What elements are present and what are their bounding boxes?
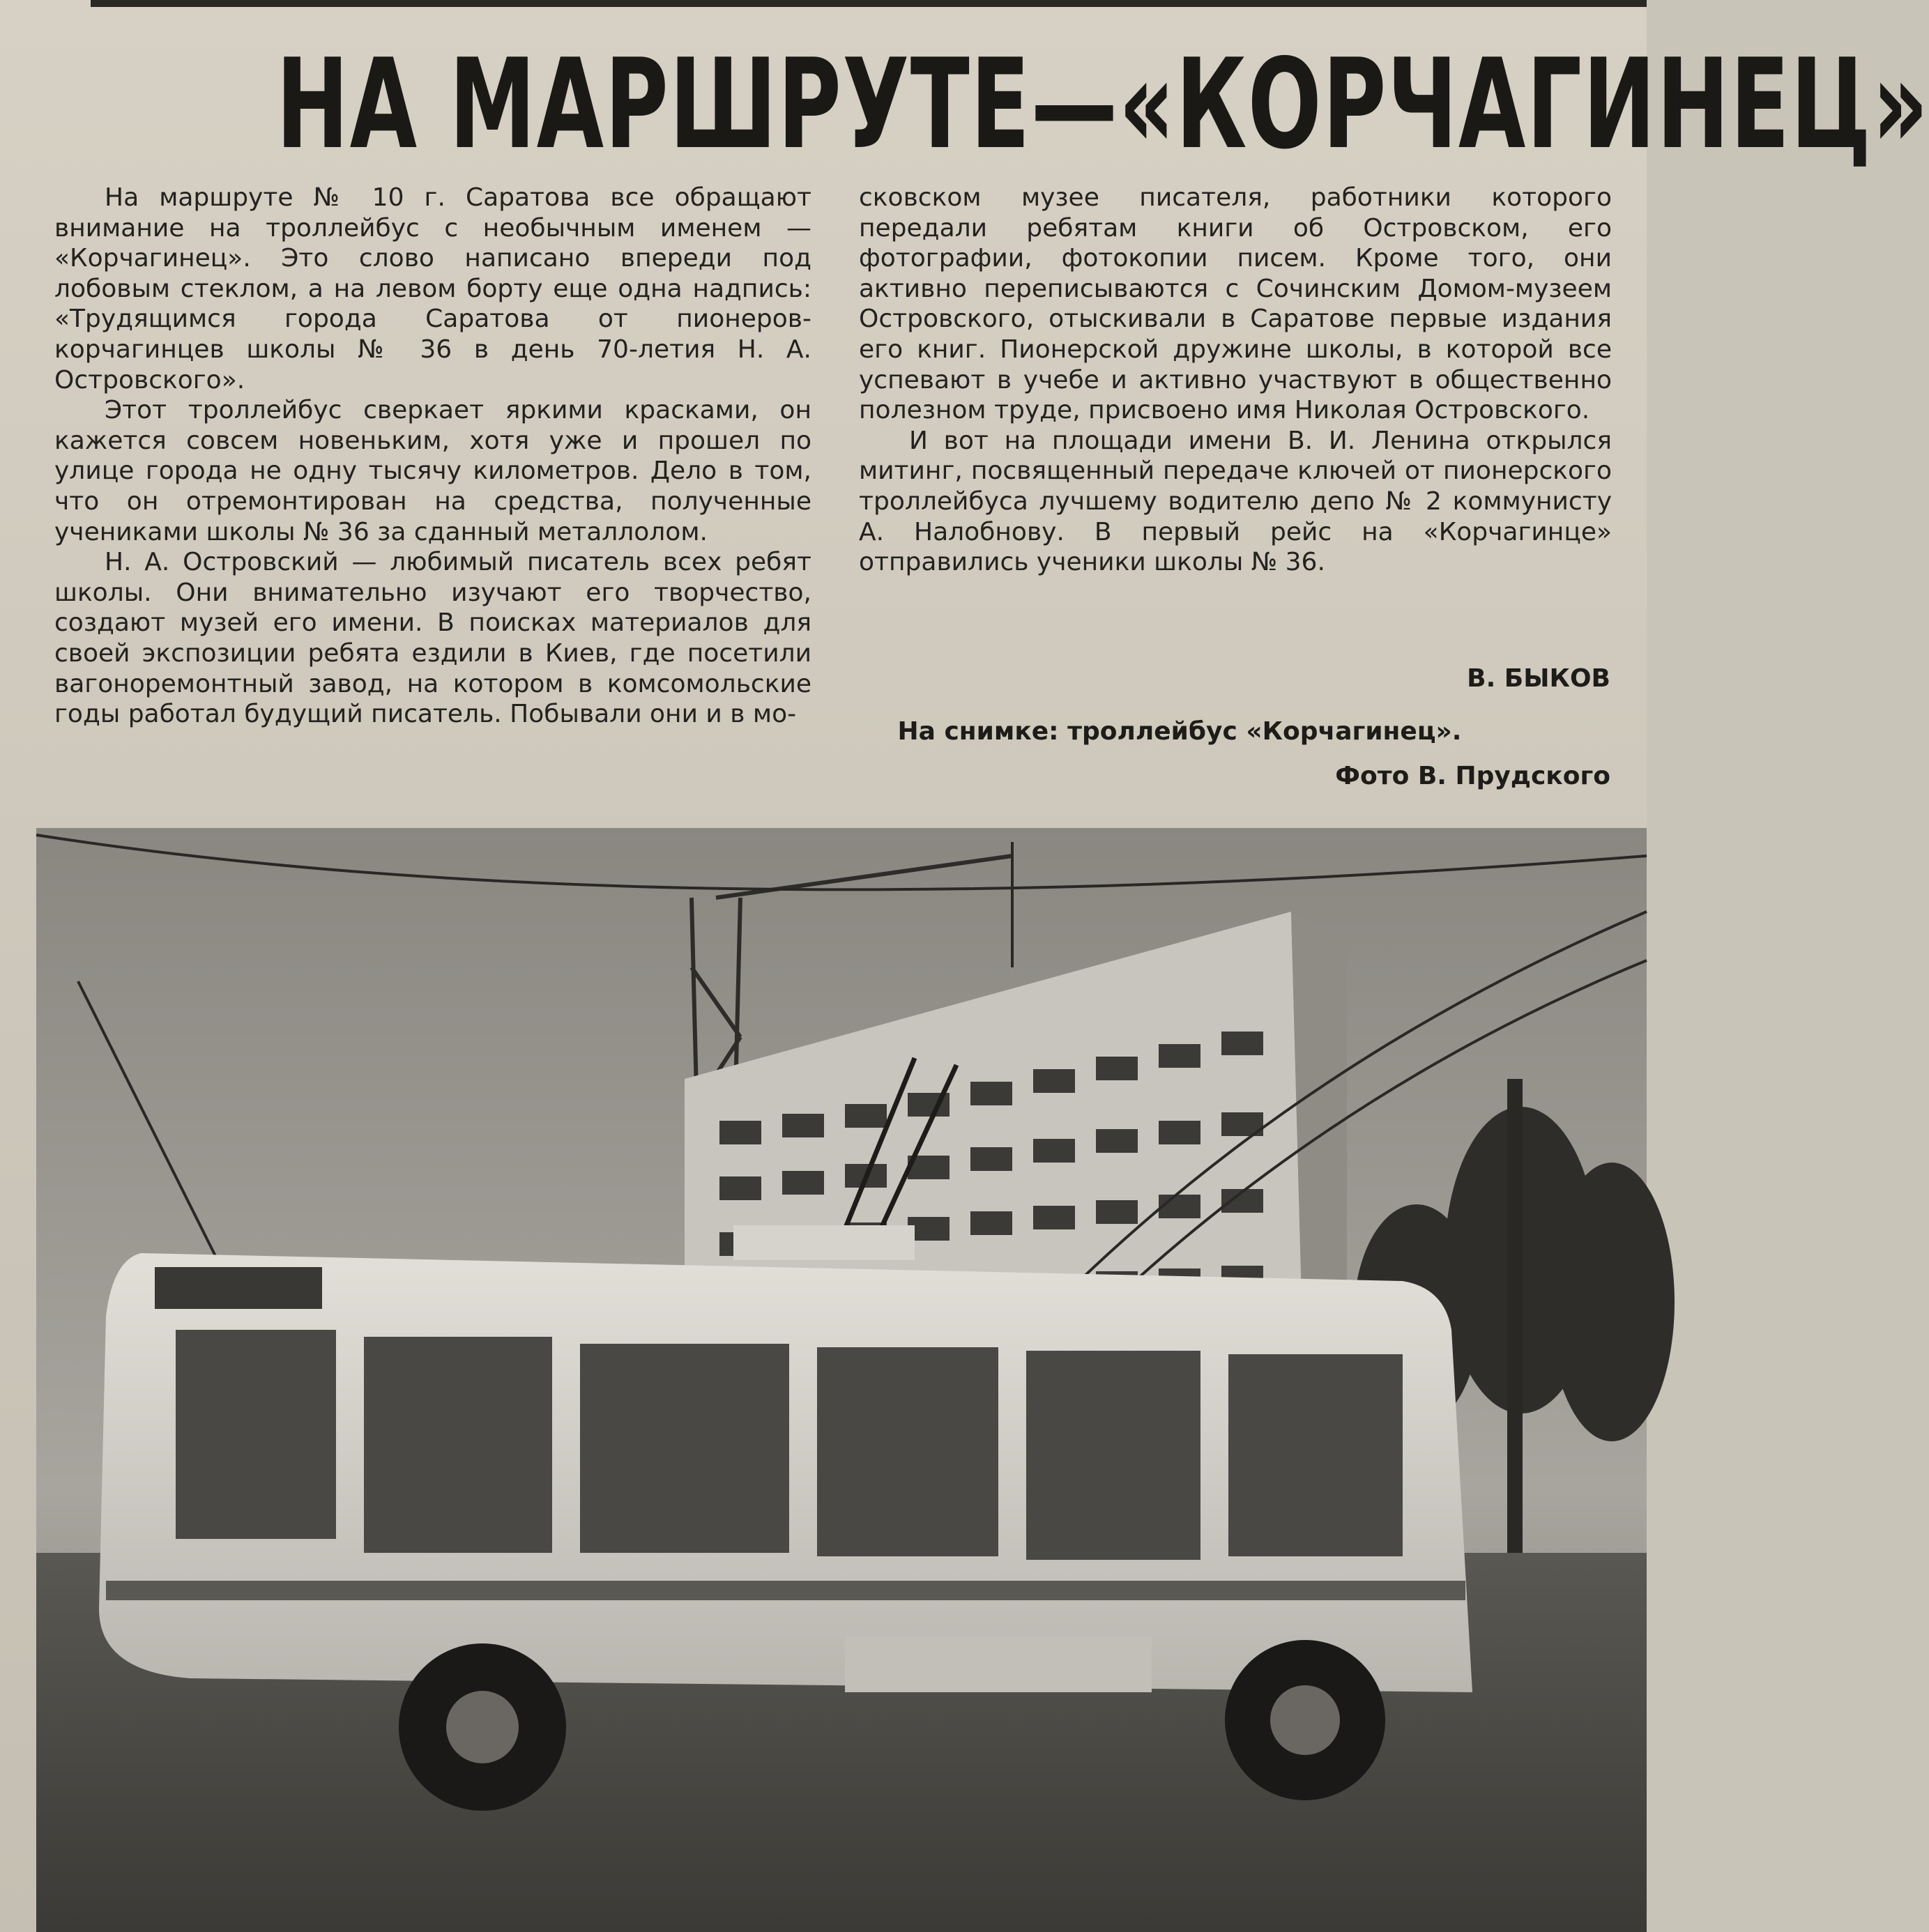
paragraph: сковском музее писателя, работники которого передали ребятам книги об Островском, его фотографии, фотокопии писем. Кроме того, они активно переписываются с Сочинским Домом-музеем Островского, отыскивали в Саратове первые издания его книг. Пионерской дружине школы, в которой все успевают в учебе и активно участвуют в общественно полезном труде, присвоено имя Николая Островского. [859,183,1612,425]
headline: НА МАРШРУТЕ—«КОРЧАГИНЕЦ» [276,32,1929,176]
article-column-right [859,183,1612,578]
paragraph: Этот троллейбус сверкает яркими красками, он кажется совсем новеньким, хотя уже и прошел по улице города не одну тысячу километров. Дело в том, что он отремонтирован на средства, полученные учениками школы № 36 за сданный металлолом. [54,396,811,546]
paragraph: На маршруте № 10 г. Саратова все обращают внимание на троллейбус с необычным именем — «Корчагинец». Это слово написано впереди под лобовым стеклом, а на левом борту еще одна надпись: «Трудящимся города Саратова от пионеров-корчагинцев школы № 36 в день 70-летия Н. А. Островского». [54,183,811,394]
paragraph: И вот на площади имени В. И. Ленина открылся митинг, посвященный передаче ключей от пионерского троллейбуса лучшему водителю депо № 2 коммунисту А. Налобнову. В первый рейс на «Корчагинце» отправились ученики школы № 36. [859,426,1612,577]
author-byline: В. БЫКОВ [1467,664,1610,693]
article-column-left [54,183,811,730]
photo-credit: Фото В. Прудского [1335,762,1610,790]
trolleybus-illustration [36,828,1647,1932]
top-rule [91,0,1647,7]
photo-caption: На снимке: троллейбус «Корчагинец». [897,717,1462,746]
pole [1507,1079,1523,1581]
paragraph: Н. А. Островский — любимый писатель всех ребят школы. Они внимательно изучают его творчество, создают музей его имени. В поисках материалов для своей экспозиции ребята ездили в Киев, где посетили вагоноремонтный завод, на котором в комсомольские годы работал будущий писатель. Побывали они и в мо- [54,548,811,729]
trolleybus-photo [36,828,1647,1932]
